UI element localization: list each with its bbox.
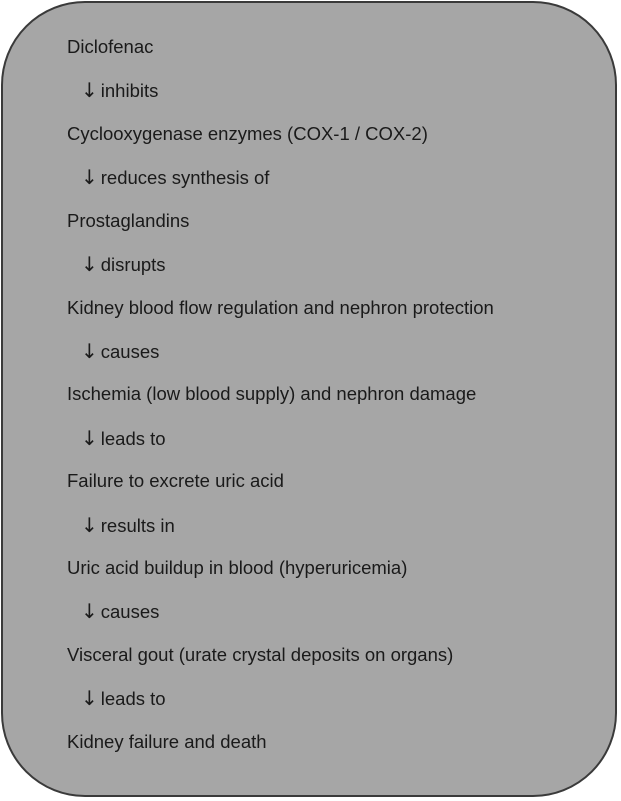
- connector-disrupts: [81, 253, 166, 276]
- step-visceral-gout: Visceral gout (urate crystal deposits on organs): [67, 644, 454, 665]
- connector-leads-to: [81, 687, 166, 710]
- connector-label: leads to: [100, 428, 166, 449]
- connector-leads-to: [81, 427, 166, 450]
- down-arrow-icon: ↓: [81, 686, 98, 710]
- connector-causes: [81, 600, 159, 623]
- down-arrow-icon: ↓: [81, 426, 98, 450]
- step-kidney-failure: Kidney failure and death: [67, 731, 267, 752]
- step-ischemia: Ischemia (low blood supply) and nephron damage: [67, 383, 477, 404]
- down-arrow-icon: ↓: [81, 252, 98, 276]
- step-uric-acid-excretion: Failure to excrete uric acid: [67, 470, 284, 491]
- connector-label: leads to: [100, 688, 166, 709]
- connector-reduces-synthesis: [81, 166, 269, 189]
- down-arrow-icon: ↓: [81, 339, 98, 363]
- down-arrow-icon: ↓: [81, 599, 98, 623]
- connector-label: results in: [100, 515, 175, 536]
- down-arrow-icon: ↓: [81, 78, 98, 102]
- step-prostaglandins: Prostaglandins: [67, 210, 190, 231]
- connector-label: inhibits: [100, 80, 159, 101]
- connector-label: causes: [100, 601, 160, 622]
- connector-label: causes: [100, 341, 160, 362]
- step-kidney-regulation: Kidney blood flow regulation and nephron protection: [67, 297, 494, 318]
- down-arrow-icon: ↓: [81, 513, 98, 537]
- connector-label: disrupts: [100, 254, 166, 275]
- step-cox-enzymes: Cyclooxygenase enzymes (COX-1 / COX-2): [67, 123, 428, 144]
- step-diclofenac: Diclofenac: [67, 36, 154, 57]
- down-arrow-icon: ↓: [81, 165, 98, 189]
- connector-label: reduces synthesis of: [100, 167, 270, 188]
- connector-inhibits: [81, 79, 158, 102]
- connector-results-in: [81, 514, 175, 537]
- step-hyperuricemia: Uric acid buildup in blood (hyperuricemia): [67, 557, 408, 578]
- connector-causes: [81, 340, 159, 363]
